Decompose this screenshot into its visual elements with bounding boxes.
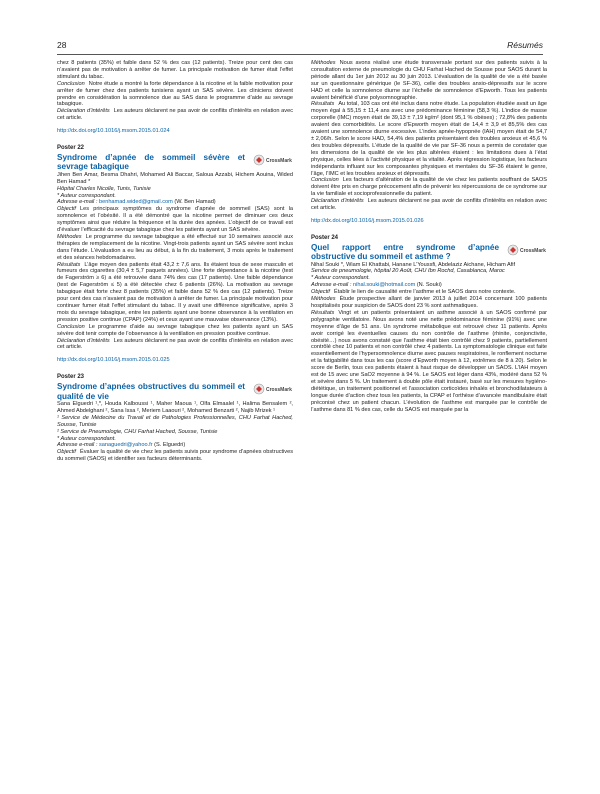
declaration: Déclaration d’intérêts Les auteurs déclarent ne pas avoir de conflits d’intérêts en relation avec cet article. (57, 337, 293, 351)
crossmark-icon[interactable] (507, 244, 547, 256)
objectif: Objectif Établir le lien de causalité entre l’asthme et le SAOS dans notre contexte. (311, 289, 516, 296)
email-line: Adresse e-mail : nihal.souki@hotmail.com (N. Souki) (311, 282, 442, 289)
page-number: 28 (57, 40, 67, 50)
resultats: Résultats Vingt et un patients présentaient un asthme associé à un SAOS confirmé par polygraphie ventilatoire. Nous avons noté une nette prédominance féminine (91%) avec une moyenne d’âge de 51 ans. Un syndrome métabolique est retrouvé chez 11 patients. Après avoir corrigé les éventuelles causes du non contrôle de l’asthme (rhinite, conjonctivite, obésité…) nous avons constaté que l’asthme était bien contrôlé chez 9 patients, partiellement contrôlé chez 10 patients et non contrôlé chez 4 patients. La symptomatologie clinique est faite essentiellement de l’hypersomnolence diurne avec pauses respiratoires, le ronflement nocturne et la fatigabilité dans tous les cas (score d’Epworth moyen à 12, extrêmes de 8 à 20). Selon le score de Berlin, tous ces patients étaient à haut risque de développer un SAOS. L’IAH moyen est de 15 avec une SaO2 moyenne à 94 %. Le SAOS est léger dans 43%, modéré dans 52 % et sévère dans 5 %. Un traitement à double pôle était instauré, basé sur les mesures hygiéno-diététique, un traitement positionnel et l’association corticoïdes inhalés et bronchodilatateurs à longue durée d’action chez tous les patients, la CPAP et l’orthèse d’avancée mandibulaire était préconisé chez un patient chacun. L’évolution de l’asthme est marquée par le contrôle de l’asthme dans 81 % des cas, celle du SAOS est marquée par la (311, 309, 547, 413)
svg-text:CrossMark: CrossMark (266, 387, 292, 394)
crossmark-icon[interactable] (253, 154, 293, 166)
continuation-text: chez 8 patients (35%) et faible dans 52 % des cas (12 patients). Treize pour cent des cas n’avaient pas de motivation à arrêter de fumer. La principale motivation de fumer était l’effet stimulant du tabac. (57, 60, 293, 80)
resultats: Résultats L’âge moyen des patients était 43,2 ± 7,6 ans. Ils étaient tous de sexe masculin et fumeurs des cigarettes (30,4 ± 5,7 paquets années). Une forte dépendance à la nicotine (test de Fagerström ≥ 6) a été retrouvée dans 74% des cas (17 patients). Une faible dépendance (test de Fagerström ≤ 5) a été détectée chez 6 patients (26%). La motivation au sevrage tabagique était forte chez 8 patients (35%) et faible dans 52 % des cas (12 patients). Treize pour cent des cas n’avaient pas de motivation à arrêter de fumer. La principale motivation pour continuer fumer était l’effet stimulant du tabac. Il y avait une différence significative, après 3 mois du sevrage tabagique, entre les patients ayant une bonne observance à la ventilation en pression positive continue (CPAP) (24%) et ceux ayant une mauvaise observance (13%). (57, 261, 293, 323)
poster-label: Poster 22 (57, 145, 85, 152)
poster-label: Poster 24 (311, 234, 339, 241)
svg-text:CrossMark: CrossMark (520, 247, 546, 254)
email-link[interactable]: nihal.souki@hotmail.com (352, 282, 416, 289)
poster-title: Syndrome d’apnée de sommeil sévère et sevrage tabagique CrossMark (57, 152, 292, 172)
poster-affiliation-1: ¹ Service de Médecine du Travail et de Pathologies Professionnelles, CHU Farhat Hached, Sousse, Tunisie (57, 414, 293, 428)
continuation-conclusion: Conclusion Notre étude a montré la forte dépendance à la nicotine et la faible motivation pour arrêter de fumer chez des patients tunisiens ayant un SAS sévère. Les cliniciens doivent prendre en considération la somnolence due au SAS dans le programme d’aide au sevrage tabagique. (57, 80, 293, 108)
left-column (57, 60, 293, 463)
methodes: Méthodes Nous avons réalisé une étude transversale portant sur des patients suivis à la consultation externe de pneumologie du CHU Farhat Hached de Sousse pour SAOS durant la période allant du 1er juin 2012 au 30 juin 2013. L’évaluation de la qualité de vie a été basée sur un questionnaire générique (le SF-36), celle des troubles anxio-dépressifs sur le score HAD et celle la somnolence diurne sur l’échelle de somnolence d’Epworth. Tous les patients avaient bénéficié d’une polysomnographie. (311, 60, 547, 101)
poster-affiliation: Hôpital Charles Nicolle, Tunis, Tunisie (57, 185, 151, 192)
poster-23 (57, 374, 293, 463)
methodes: Méthodes Le programme du sevrage tabagique a été effectué sur 10 semaines associé aux thérapies de remplacement de la nicotine. Vingt-trois patients ayant un SAS sévère sont inclus dans l’étude. L’évaluation a eu lieu au début, à la fin du traitement, 3 mois après le traitement et des séances hebdomadaires. (57, 233, 293, 261)
poster-authors: Nihal Souki *, Wiam El Khattabi, Hanane L’Youssfi, Abdelaziz Aichane, Hicham Afif (311, 261, 516, 268)
running-title: Résumés (507, 40, 543, 50)
poster-title: Quel rapport entre syndrome d’apnée obstructive du sommeil et asthme ? CrossMark (311, 242, 546, 262)
header-rule (57, 54, 543, 55)
svg-text:CrossMark: CrossMark (266, 157, 292, 164)
conclusion: Conclusion Les facteurs d’altération de la qualité de vie chez les patients souffrant de SAOS doivent être pris en charge précocement afin de prévenir les répercussions de ce syndrome sur la vie familiale et socioprofessionnelle du patient. (311, 177, 547, 198)
methodes: Méthodes Étude prospective allant de janvier 2013 à juillet 2014 concernant 100 patients hospitalisés pour suspicion de SAOS dont 23 % sont asthmatiques. (311, 296, 547, 309)
doi-link[interactable]: http://dx.doi.org/10.1016/j.msom.2015.01.025 (57, 357, 170, 364)
corresponding-author: * Auteur correspondant. (311, 275, 370, 282)
continuation-declaration: Déclaration d’intérêts Les auteurs déclarent ne pas avoir de conflits d’intérêts en relation avec cet article. (57, 108, 293, 122)
poster-24 (311, 235, 547, 414)
email-link[interactable]: benhamad.wided@gmail.com (98, 199, 173, 206)
email-line: Adresse e-mail : sanaguedri@yahoo.fr (S. Elguedri) (57, 442, 186, 449)
poster-22 (57, 145, 293, 364)
doi-link[interactable]: http://dx.doi.org/10.1016/j.msom.2015.01.026 (311, 217, 424, 224)
corresponding-author: * Auteur correspondant. (57, 192, 116, 199)
poster-label: Poster 23 (57, 374, 85, 381)
doi-link[interactable]: http://dx.doi.org/10.1016/j.msom.2015.01.024 (57, 128, 170, 135)
poster-affiliation-2: ² Service de Pneumologie, CHU Farhat Hached, Sousse, Tunisie (57, 428, 218, 435)
conclusion: Conclusion Le programme d’aide au sevrage tabagique chez les patients ayant un SAS sévère doit tenir compte de l’observance à la ventilation en pression positive continue. (57, 323, 293, 337)
email-line: Adresse e-mail : benhamad.wided@gmail.com (W. Ben Hamad) (57, 199, 216, 206)
resultats: Résultats Au total, 103 cas ont été inclus dans notre étude. La population étudiée avait un âge moyen égal à 55,15 ± 11,4 ans avec une prédominance féminine (58,3 %). L’indice de masse corporelle (IMC) moyen était de 39,13 ± 7,19 kg/m² (dont 95,1 % obèses) ; 72,8% des patients avaient des comorbidités. Le score d’Epworth moyen était de 14,4 ± 3,9 et 85,5% des cas avaient une somnolence diurne excessive. L’index apnée-hypopnée (IAH) moyen était de 54,7 ± 2,06/h. Selon le score HAD, 54,4% des patients présentaient des troubles anxieux et 45,6 % des troubles dépressifs. L’étude de la qualité de vie par SF-36 nous a permis de constater que les dimensions de la qualité de vie les plus altérées étaient : les limitations dues à l’état physique, celles liées à l’activité physique et la vitalité. Après régression logistique, les facteurs indépendants influant sur les composantes physiques et mentales du SF-36 étaient le genre, l’âge, l’IMC et les troubles anxieux et dépressifs. (311, 101, 547, 177)
poster-authors: Sana Elguedri ¹,*, Houda Kalboussi ¹, Maher Maoua ¹, Olfa Elmaalel ¹, Halima Bensalem ², Ahmed Abdelghani ², Sana Issa ², Meriem Laaouri ², Mohamed Benzarti ², Najib Mrizek ¹ (57, 400, 293, 414)
declaration: Déclaration d’intérêts Les auteurs déclarent ne pas avoir de conflits d’intérêts en relation avec cet article. (311, 198, 547, 212)
crossmark-icon[interactable] (253, 383, 293, 395)
poster-affiliation: Service de pneumologie, hôpital 20 Août, CHU Ibn Rochd, Casablanca, Maroc (311, 268, 505, 275)
objectif: Objectif Évaluer la qualité de vie chez les patients suivis pour syndrome d’apnées obstructives du sommeil (SAOS) et identifier ses facteurs déterminants. (57, 449, 293, 463)
poster-authors: Jihen Ben Amar, Besma Dhahri, Mohamed Ali Baccar, Saloua Azzabi, Hichem Aouina, Wided Ben Hamad * (57, 171, 293, 185)
objectif: Objectif Les principaux symptômes du syndrome d’apnée de sommeil (SAS) sont la somnolence et l’obésité. Il a été démontré que la nicotine permet de diminuer ces deux symptômes ainsi que réduire la fréquence et la durée des apnées. L’objectif de ce travail est d’évaluer l’efficacité du sevrage tabagique chez les patients ayant un SAS sévère. (57, 206, 293, 234)
poster-title: Syndrome d’apnées obstructives du sommeil et qualité de vie CrossMark (57, 382, 292, 401)
corresponding-author: * Auteur correspondant. (57, 435, 116, 442)
right-column (311, 60, 547, 414)
page-header (57, 40, 543, 54)
email-link[interactable]: sanaguedri@yahoo.fr (98, 442, 153, 449)
